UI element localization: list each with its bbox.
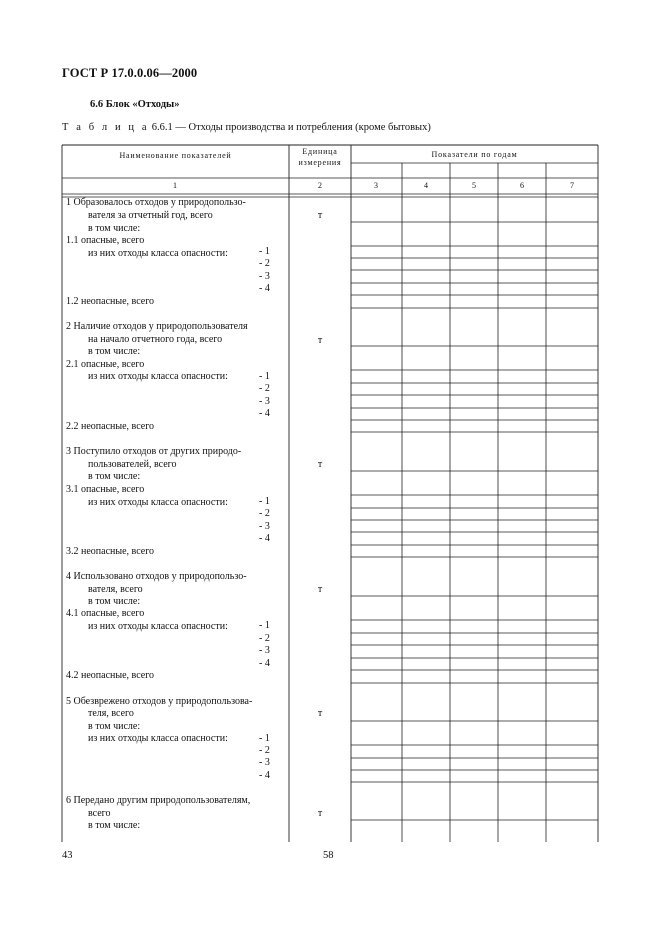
table-row-label: - 4: [259, 658, 270, 669]
table-row-label: - 2: [259, 508, 270, 519]
table-row-label: 3.2 неопасные, всего: [66, 546, 155, 557]
table-row-label: из них отходы класса опасности:: [88, 371, 228, 382]
table-row-label: 1 Образовалось отходов у природопользо-: [66, 197, 246, 208]
header-unit: [289, 146, 351, 168]
unit-mark: т: [317, 584, 323, 595]
column-number-2: 2: [318, 181, 322, 190]
table-row-label: вателя, всего: [88, 584, 143, 595]
table-row-label: на начало отчетного года, всего: [88, 334, 223, 345]
footer-left-number: 43: [62, 850, 73, 861]
table-row-label: - 2: [259, 745, 270, 756]
table-row-label: - 3: [259, 757, 270, 768]
table-row-label: - 1: [259, 620, 270, 631]
table-row-label: в том числе:: [88, 721, 141, 732]
table-row-label: - 3: [259, 396, 270, 407]
table-row-label: - 3: [259, 271, 270, 282]
column-number-3: 3: [374, 181, 378, 190]
header-unit-line2: измерения: [298, 158, 342, 167]
table-row-label: 2 Наличие отходов у природопользователя: [66, 321, 248, 332]
table-row-label: в том числе:: [88, 471, 141, 482]
column-number-4: 4: [424, 181, 428, 190]
unit-mark: т: [317, 459, 323, 470]
table-row-label: 1.1 опасные, всего: [66, 235, 145, 246]
table-row-label: 4.2 неопасные, всего: [66, 670, 155, 681]
table-row-label: - 4: [259, 408, 270, 419]
table-row-label: 4.1 опасные, всего: [66, 608, 145, 619]
table-row-label: 3.1 опасные, всего: [66, 484, 145, 495]
table-row-label: 4 Использовано отходов у природопользо-: [66, 571, 247, 582]
table-row-label: вателя за отчетный год, всего: [88, 210, 213, 221]
table-caption-prefix: Т а б л и ц а: [62, 122, 150, 133]
table-row-label: из них отходы класса опасности:: [88, 733, 228, 744]
table-row-label: из них отходы класса опасности:: [88, 497, 228, 508]
table-row-label: - 3: [259, 645, 270, 656]
column-number-6: 6: [520, 181, 524, 190]
table-row-label: - 1: [259, 733, 270, 744]
table-row-label: 2.1 опасные, всего: [66, 359, 145, 370]
table-row-label: - 4: [259, 770, 270, 781]
table-row-label: 2.2 неопасные, всего: [66, 421, 155, 432]
table-row-label: - 2: [259, 633, 270, 644]
table-row-label: 1.2 неопасные, всего: [66, 296, 155, 307]
table-row-label: - 1: [259, 246, 270, 257]
column-number-1: 1: [173, 181, 177, 190]
table-row-label: всего: [88, 808, 111, 819]
section-title: 6.6 Блок «Отходы»: [90, 99, 180, 110]
unit-mark: т: [317, 808, 323, 819]
table-row-label: 3 Поступило отходов от других природо-: [66, 446, 242, 457]
table-row-label: из них отходы класса опасности:: [88, 248, 228, 259]
page-number: 58: [323, 850, 334, 861]
table-row-label: - 2: [259, 258, 270, 269]
unit-mark: т: [317, 210, 323, 221]
unit-mark: т: [317, 708, 323, 719]
header-years: Показатели по годам: [431, 150, 518, 159]
unit-mark: т: [317, 335, 323, 346]
column-number-7: 7: [570, 181, 574, 190]
header-name: Наименование показателей: [119, 151, 232, 160]
table-row-label: - 1: [259, 496, 270, 507]
table-row-label: теля, всего: [88, 708, 134, 719]
table-row-label: в том числе:: [88, 820, 141, 831]
table-row-label: - 2: [259, 383, 270, 394]
table-row-label: пользователей, всего: [88, 459, 177, 470]
table-row-label: - 4: [259, 533, 270, 544]
table-row-label: 5 Обезврежено отходов у природопользова-: [66, 696, 253, 707]
table-row-label: - 1: [259, 371, 270, 382]
table-row-label: в том числе:: [88, 223, 141, 234]
table-row-label: - 3: [259, 521, 270, 532]
table-row-label: 6 Передано другим природопользователям,: [66, 795, 251, 806]
header-unit-line1: Единица: [302, 147, 338, 156]
table-caption-text: 6.6.1 — Отходы производства и потребления (кроме бытовых): [151, 122, 431, 133]
table-row-label: из них отходы класса опасности:: [88, 621, 228, 632]
table-row-label: в том числе:: [88, 596, 141, 607]
column-number-5: 5: [472, 181, 476, 190]
document-header: ГОСТ Р 17.0.0.06—2000: [62, 66, 198, 80]
table-row-label: в том числе:: [88, 346, 141, 357]
table-row-label: - 4: [259, 283, 270, 294]
